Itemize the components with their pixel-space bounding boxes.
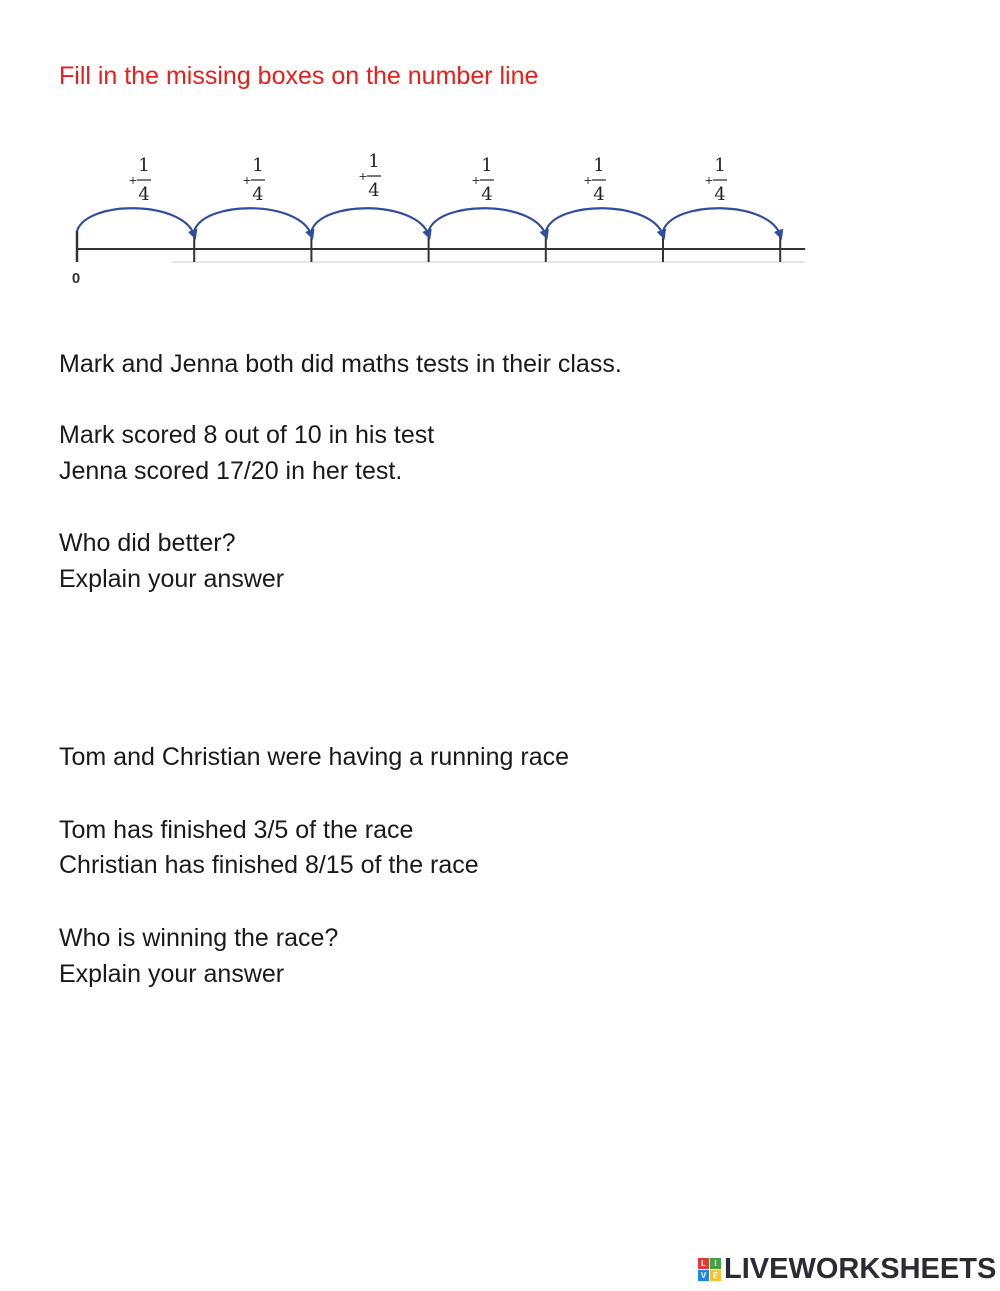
jump-arc	[429, 208, 546, 235]
jump-denominator: 4	[138, 184, 150, 205]
jump-denominator: 4	[714, 184, 726, 205]
jump-denominator: 4	[252, 184, 264, 205]
jump-numerator: 1	[481, 155, 493, 176]
jump-numerator: 1	[138, 155, 150, 176]
jump-label	[358, 151, 381, 201]
q1-intro: Mark and Jenna both did maths tests in their class.	[59, 350, 622, 378]
q2-intro: Tom and Christian were having a running race	[59, 743, 569, 771]
start-label: 0	[71, 270, 81, 287]
q2-line1: Tom has finished 3/5 of the race	[59, 816, 414, 844]
jump-operator: +	[358, 170, 368, 183]
logo-mark-letter: V	[698, 1270, 709, 1281]
jump-operator: +	[128, 174, 138, 187]
logo-mark-letter: I	[710, 1258, 721, 1269]
jump-numerator: 1	[368, 151, 380, 172]
jump-label	[128, 155, 151, 205]
logo-text: LIVEWORKSHEETS	[724, 1252, 997, 1285]
jump-denominator: 4	[368, 180, 380, 201]
jump-denominator: 4	[593, 184, 605, 205]
jump-operator: +	[471, 174, 481, 187]
logo-mark-letter: L	[698, 1258, 709, 1269]
jump-numerator: 1	[714, 155, 726, 176]
jump-arc	[194, 208, 311, 235]
q1-line1: Mark scored 8 out of 10 in his test	[59, 421, 435, 449]
jump-label	[583, 155, 606, 205]
logo-mark-icon	[698, 1258, 721, 1281]
q1-explain: Explain your answer	[59, 565, 285, 593]
q1-prompt: Who did better?	[59, 529, 236, 557]
jump-arc	[77, 208, 194, 235]
jump-arc	[663, 208, 780, 235]
jump-label	[242, 155, 265, 205]
jump-label	[704, 155, 727, 205]
jump-operator: +	[583, 174, 593, 187]
jump-denominator: 4	[481, 184, 493, 205]
q1-line2: Jenna scored 17/20 in her test.	[59, 457, 403, 485]
jump-arc	[546, 208, 663, 235]
jump-operator: +	[704, 174, 714, 187]
logo-mark-letter: E	[710, 1270, 721, 1281]
jump-numerator: 1	[252, 155, 264, 176]
jump-operator: +	[242, 174, 252, 187]
liveworksheets-logo	[698, 1251, 996, 1287]
jump-arc	[311, 208, 428, 235]
q2-prompt: Who is winning the race?	[59, 924, 339, 952]
jump-label	[471, 155, 494, 205]
q2-line2: Christian has finished 8/15 of the race	[59, 851, 479, 879]
number-line	[0, 0, 1000, 300]
jump-numerator: 1	[593, 155, 605, 176]
instruction-text: Fill in the missing boxes on the number line	[59, 62, 539, 90]
q2-explain: Explain your answer	[59, 960, 285, 988]
